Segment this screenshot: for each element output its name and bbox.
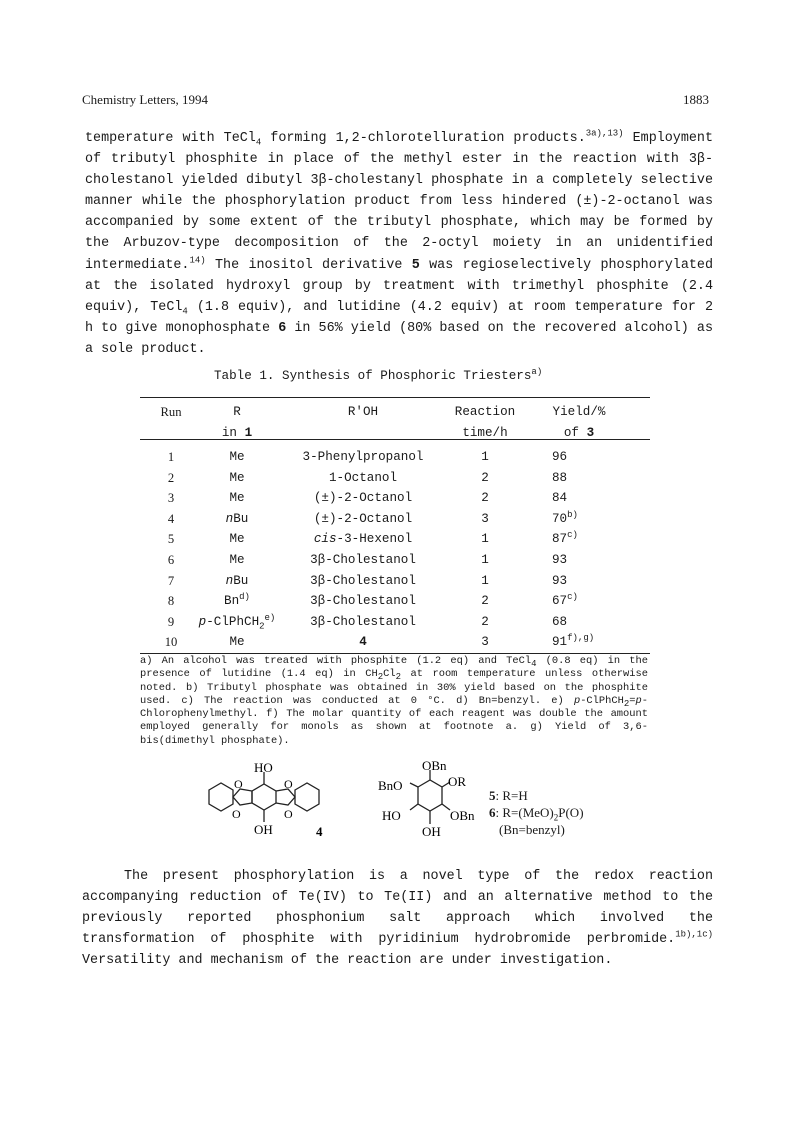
col-header-roh: R'OH (347, 405, 379, 419)
table-top-rule (140, 397, 650, 398)
dioxolane-ring-left (233, 789, 252, 805)
table-footnotes: a) An alcohol was treated with phosphite (1.2 eq) and TeCl$_4$ (0.8 eq) in the presence of lutidine (1.4 eq) in $CH_2Cl_2$ at room temperature unless otherwise noted. b) Tributyl phosphate was obtained in 30% yield based on the phosphite used. c) The reaction was conducted at 0 °C. d) Bn=benzyl. e) p-ClPhCH$_2$=p-Chlorophenylmethyl. f) The molar quantity of each reagent was double the amount employed generally for monols as shown at footnote a. g) Yield of 3,6-bis(dimethyl phosphate). (140, 655, 648, 747)
cell-run: 7 (167, 573, 175, 588)
cell-r: Me (229, 553, 245, 567)
cell-time: 3 (481, 635, 489, 650)
cell-yield: 93 (552, 553, 568, 567)
label-oh: OH (422, 824, 441, 839)
cell-r: Me (229, 470, 245, 485)
cyclohexane-ring-left (209, 783, 233, 811)
citation: 14) (189, 255, 206, 266)
table-bottom-rule (140, 653, 650, 654)
col-header-yield: Yield/% (552, 405, 606, 419)
col-header-r-sub: in 1 (221, 426, 253, 440)
cell-r: Me (229, 532, 245, 547)
cell-time: 3 (481, 511, 489, 526)
col-header-time-unit: time/h (462, 426, 508, 440)
cell-time: 2 (481, 470, 489, 485)
cell-yield: 88 (552, 470, 568, 485)
cell-yield: 70$^{b)}$ (552, 509, 578, 526)
cell-r: nBu (225, 573, 249, 588)
col-header-run: Run (160, 405, 182, 419)
cell-r: Bn$^{d)}$ (224, 592, 250, 609)
cyclohexane-ring-right (295, 783, 319, 811)
cell-time: 1 (481, 553, 489, 567)
cell-roh: 1-Octanol (328, 470, 398, 485)
structure-legend (489, 787, 584, 838)
cell-roh: 3β-Cholestanol (310, 553, 416, 567)
running-header-journal: Chemistry Letters, 1994 (82, 92, 209, 107)
citation: 3a),13) (585, 128, 624, 139)
page-number: 1883 (683, 92, 709, 107)
legend-5: 5: R=H (489, 788, 528, 803)
cell-roh: (±)-2-Octanol (313, 511, 413, 526)
col-header-yield-sub: of 3 (563, 426, 595, 440)
label-o: O (234, 777, 243, 791)
body-paragraph-1 (85, 128, 713, 360)
cell-time: 2 (481, 614, 489, 629)
citation: 1b),1c) (675, 929, 713, 940)
label-obn-bottom: OBn (450, 808, 475, 823)
table-title: Table 1. Synthesis of Phosphoric Triesters$^{a)}$ (214, 366, 543, 383)
cell-roh: (±)-2-Octanol (313, 491, 413, 506)
cell-yield: 93 (552, 573, 568, 588)
cell-time: 2 (481, 594, 489, 609)
label-o: O (284, 777, 293, 791)
cell-yield: $91^{f),g)}$ (552, 633, 595, 650)
paragraph-text: temperature with TeCl$_4$ forming 1,2-chlorotelluration products.$^{3a),13)}$ Employment of tributyl phosphite in place of the methyl ester in the reaction with 3β-cholestanol yielded dibutyl 3β-cholestanyl phosphate in a completely selective manner while the phosphorylation product from less hindered (±)-2-octanol was accompanied by some extent of the tributyl phosphate, which may be formed by the Arbuzov-type decomposition of the 2-octyl moiety in an unidentified intermediate.$^{14)}$ The inositol derivative 5 was regioselectively phosphorylated at the isolated hydroxyl group by treatment with trimethyl phosphite (2.4 equiv), TeCl$_4$ (1.8 equiv), and lutidine (4.2 equiv) at room temperature for 2 h to give monophosphate 6 in 56% yield (80% based on the recovered alcohol) as a sole product. (85, 128, 713, 357)
cell-run: 8 (167, 594, 175, 609)
cell-run: 6 (167, 553, 175, 567)
cell-run: 9 (167, 614, 175, 629)
label-ho: HO (382, 808, 401, 823)
cell-roh: 3β-Cholestanol (310, 573, 416, 588)
cell-run: 10 (164, 635, 178, 650)
cell-run: 5 (167, 532, 175, 547)
dioxolane-ring-right (276, 789, 295, 805)
cell-yield: 96 (552, 450, 568, 464)
col-header-time: Reaction (454, 405, 516, 419)
cell-roh: 3β-Cholestanol (310, 594, 416, 609)
paragraph-text: The present phosphorylation is a novel type of the redox reaction accompanying reduction of Te(IV) to Te(II) and an alternative method to the previously reported phosphonium salt approach which involved the transformation of phosphite with pyridinium hydrobromide perbromide.$^{1b),1c)}$ Versatility and mechanism of the reaction are under investigation. (82, 869, 713, 969)
cell-roh: 3β-Cholestanol (310, 614, 416, 629)
body-paragraph-2 (82, 866, 713, 971)
cell-time: 1 (481, 573, 489, 588)
cell-yield: 87$^{c)}$ (552, 530, 578, 547)
cell-r: Me (229, 491, 245, 506)
cell-run: 1 (167, 450, 175, 464)
cell-r: Me (229, 635, 245, 650)
cell-roh: 3-Phenylpropanol (302, 450, 424, 464)
label-or: OR (448, 774, 467, 789)
label-obn-top: OBn (422, 760, 447, 773)
cell-time: 1 (481, 532, 489, 547)
label-oh: OH (254, 822, 273, 837)
legend-6: 6: $R=(MeO)_2P(O)$ (489, 805, 584, 823)
cell-roh: cis-3-Hexenol (313, 532, 413, 547)
label-o: O (232, 807, 241, 821)
cell-yield: 68 (552, 614, 568, 629)
col-header-r: R (233, 405, 241, 419)
compound-ref: 5 (411, 257, 420, 273)
structure-4-diagram (196, 760, 346, 840)
cell-roh: 4 (359, 635, 367, 650)
structure-5-6-diagram (378, 760, 488, 842)
cell-run: 4 (167, 511, 175, 526)
cell-time: 2 (481, 491, 489, 506)
cell-time: 1 (481, 450, 489, 464)
cell-yield: 67$^{c)}$ (552, 592, 578, 609)
inositol-ring (252, 784, 276, 810)
cell-run: 2 (167, 470, 175, 485)
cell-r: Me (229, 450, 245, 464)
cell-r: p-ClPhCH$_2^{e)}$ (198, 612, 276, 632)
label-ho: HO (254, 760, 273, 775)
legend-bn: (Bn=benzyl) (499, 822, 565, 837)
inositol-ring (418, 780, 442, 811)
label-bno: BnO (378, 778, 403, 793)
cell-r: nBu (225, 511, 249, 526)
label-o: O (284, 807, 293, 821)
compound-ref: 6 (278, 320, 287, 336)
cell-run: 3 (167, 491, 175, 506)
cell-yield: 84 (552, 491, 568, 506)
compound-label-4: 4 (316, 824, 323, 839)
